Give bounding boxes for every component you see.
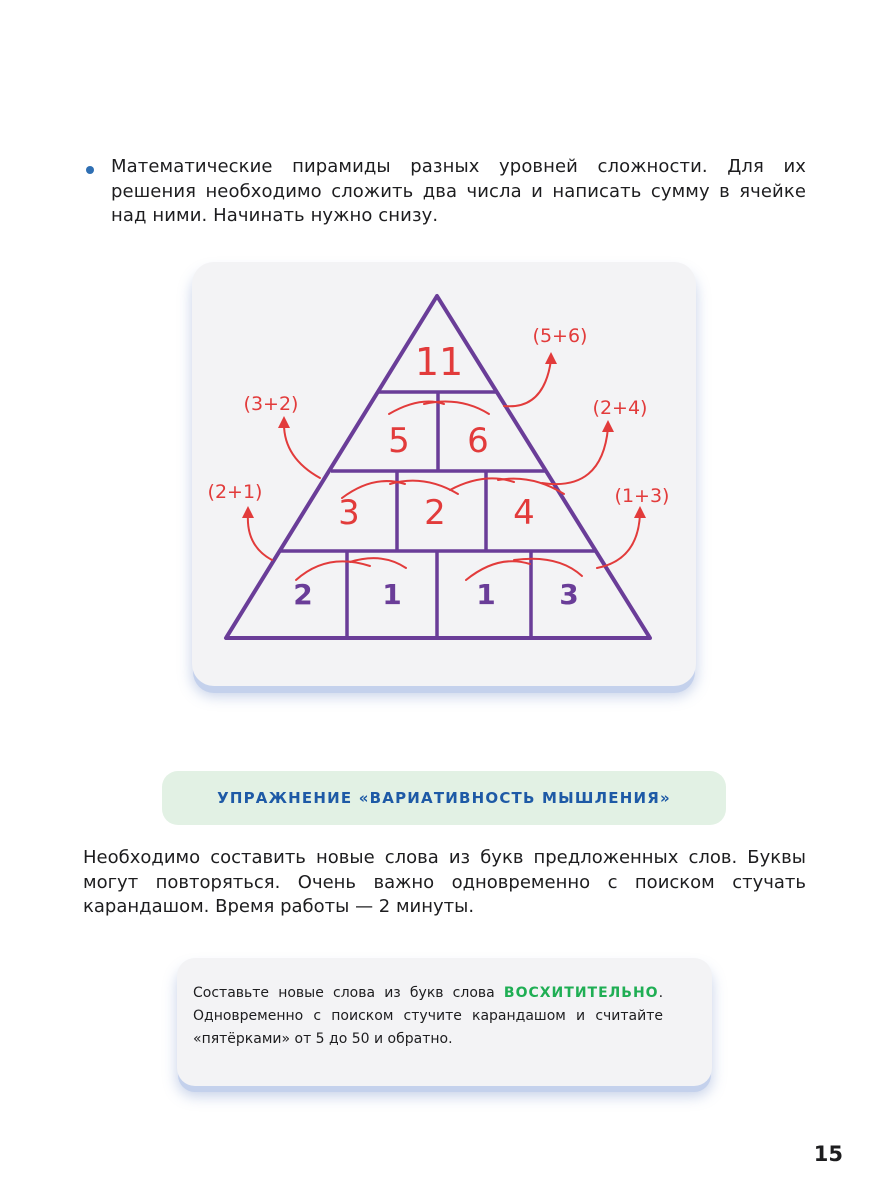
task-text: [193, 982, 663, 1051]
pyramid-base-value: 2: [293, 578, 313, 611]
pyramid-row2-value: 5: [388, 421, 410, 461]
pyramid-diagram: [192, 262, 696, 686]
pyramid-base-value: 1: [476, 578, 496, 611]
pyramid-base-value: 1: [382, 578, 402, 611]
page-number: 15: [813, 1142, 843, 1166]
task-prefix: Составьте новые слова из букв слова: [193, 985, 495, 1001]
label-left-upper: (3+2): [243, 393, 299, 415]
pyramid-row2-value: 6: [467, 421, 489, 461]
label-right-upper: (2+4): [592, 397, 648, 419]
pyramid-row3-value: 4: [513, 493, 535, 533]
task-word: ВОСХИТИТЕЛЬНО: [503, 985, 659, 1001]
exercise-title: УПРАЖНЕНИЕ «ВАРИАТИВНОСТЬ МЫШЛЕНИЯ»: [217, 789, 671, 807]
exercise-instructions: Необходимо составить новые слова из букв предложенных слов. Буквы могут повторяться. Очень важно одновременно с поиском стучать карандашом. Время работы — 2 минуты.: [83, 847, 806, 917]
task-card: [177, 958, 712, 1086]
pyramid-base-value: 3: [559, 578, 579, 611]
bullet-text: Математические пирамиды разных уровней сложности. Для их решения необходимо сложить два числа и написать сумму в ячейке над ними. Начинать нужно снизу.: [111, 156, 806, 226]
pyramid-row3-value: 2: [424, 493, 446, 533]
bullet-paragraph: [86, 155, 806, 229]
exercise-banner: [162, 771, 726, 825]
label-right-lower: (1+3): [614, 485, 670, 507]
pyramid-row3-value: 3: [338, 493, 360, 533]
label-left-lower: (2+1): [207, 481, 263, 503]
pyramid-figure-card: [192, 262, 696, 686]
bullet-icon: [86, 166, 94, 174]
pyramid-top-value: 11: [414, 340, 464, 384]
label-top-right: (5+6): [532, 325, 588, 347]
task-suffix: . Одновременно с поиском стучите карандашом и считайте «пятёрками» от 5 до 50 и обратно.: [193, 985, 664, 1047]
